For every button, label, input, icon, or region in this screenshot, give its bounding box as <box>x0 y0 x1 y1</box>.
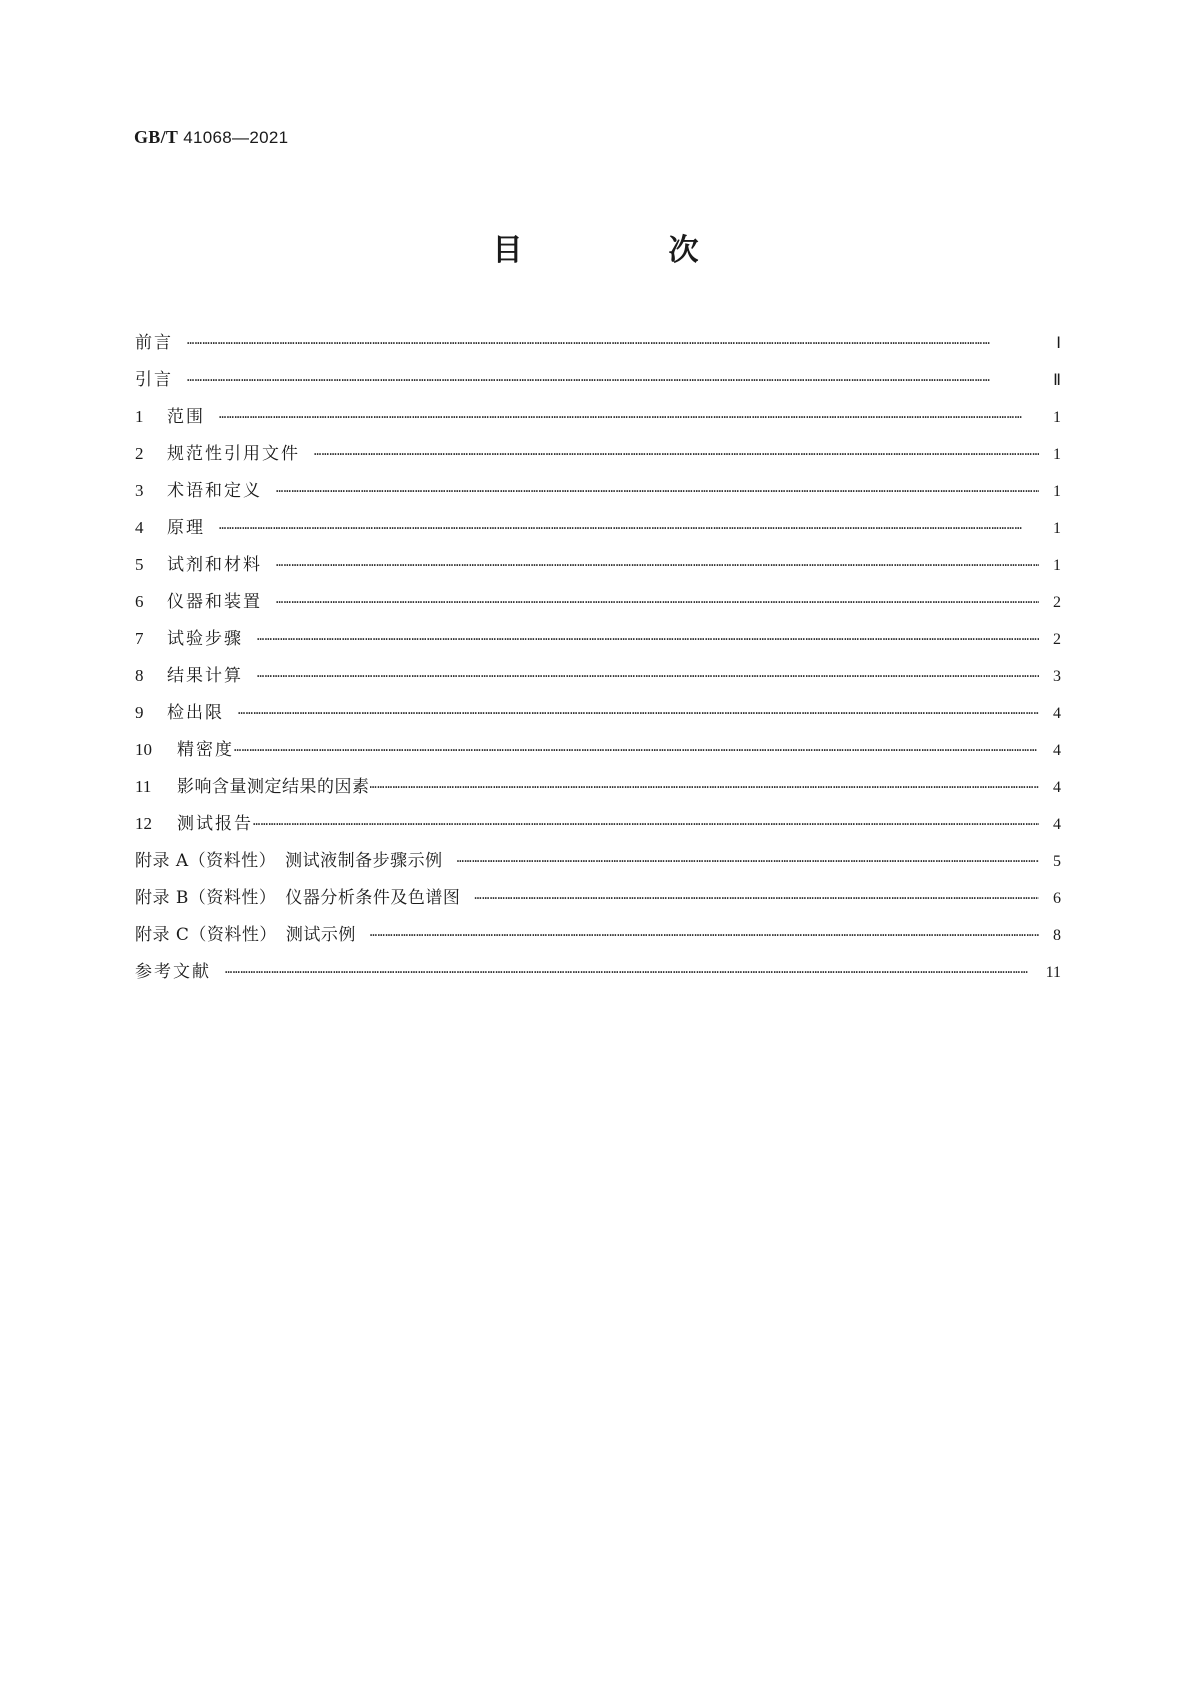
toc-entry-terms-definitions[interactable] <box>135 476 1061 513</box>
toc-entry-precision[interactable] <box>135 735 1061 772</box>
toc-entry-apparatus[interactable] <box>135 587 1061 624</box>
toc-entry-page: 3 <box>1053 668 1061 685</box>
dot-leader <box>457 851 1039 865</box>
dot-leader <box>219 518 1039 532</box>
toc-entry-foreword[interactable] <box>135 328 1061 365</box>
toc-entry-page: 1 <box>1053 557 1061 574</box>
toc-entry-page: 4 <box>1053 705 1061 722</box>
toc-entry-label: 仪器和装置 <box>167 592 262 612</box>
toc-entry-label: 试剂和材料 <box>167 555 262 575</box>
dot-leader <box>257 629 1039 643</box>
toc-entry-label: 前言 <box>135 333 173 353</box>
toc-entry-label: 测试报告 <box>177 814 253 834</box>
dot-leader <box>474 888 1039 902</box>
toc-entry-page: 8 <box>1053 927 1061 944</box>
toc-entry-principle[interactable] <box>135 513 1061 550</box>
toc-entry-influencing-factors[interactable] <box>135 772 1061 809</box>
toc-entry-reagents-materials[interactable] <box>135 550 1061 587</box>
toc-entry-number: 8 <box>135 666 144 685</box>
toc-entry-scope[interactable] <box>135 402 1061 439</box>
standard-prefix: GB/T <box>134 127 179 147</box>
dot-leader <box>370 925 1039 939</box>
toc-entry-number: 12 <box>135 814 152 833</box>
toc-entry-page: 1 <box>1053 520 1061 537</box>
toc-entry-page: 4 <box>1053 816 1061 833</box>
toc-entry-label: 原理 <box>167 518 205 538</box>
toc-entry-annex-b[interactable] <box>135 883 1061 920</box>
toc-entry-number: 2 <box>135 444 144 463</box>
toc-entry-label: 引言 <box>135 370 173 390</box>
toc-entry-page: 1 <box>1053 409 1061 426</box>
toc-entry-test-procedure[interactable] <box>135 624 1061 661</box>
toc-entry-label: 附录 B（资料性） 仪器分析条件及色谱图 <box>135 888 461 908</box>
toc-entry-label: 参考文献 <box>135 962 211 982</box>
toc-entry-number: 4 <box>135 518 144 537</box>
toc-entry-page: 2 <box>1053 594 1061 611</box>
dot-leader <box>187 370 1039 384</box>
toc-entry-page: 2 <box>1053 631 1061 648</box>
toc-entry-page: Ⅰ <box>1056 335 1061 352</box>
dot-leader <box>238 703 1039 717</box>
dot-leader <box>314 444 1039 458</box>
toc-entry-page: 6 <box>1053 890 1061 907</box>
dot-leader <box>219 407 1039 421</box>
toc-entry-number: 1 <box>135 407 144 426</box>
toc-entry-label: 附录 A（资料性） 测试液制备步骤示例 <box>135 851 443 871</box>
toc-entry-annex-c[interactable] <box>135 920 1061 957</box>
toc-entry-test-report[interactable] <box>135 809 1061 846</box>
dot-leader <box>276 592 1039 606</box>
toc-entry-page: 1 <box>1053 483 1061 500</box>
dot-leader <box>257 666 1039 680</box>
toc-entry-label: 影响含量测定结果的因素 <box>177 777 370 797</box>
toc-entry-label: 试验步骤 <box>167 629 243 649</box>
toc-entry-number: 11 <box>135 777 152 796</box>
toc-entry-label: 规范性引用文件 <box>167 444 300 464</box>
toc-entry-page: 4 <box>1053 779 1061 796</box>
toc-entry-number: 6 <box>135 592 144 611</box>
toc-entry-page: 4 <box>1053 742 1061 759</box>
toc-entry-number: 3 <box>135 481 144 500</box>
dot-leader <box>276 481 1039 495</box>
toc-entry-label: 检出限 <box>167 703 224 723</box>
toc-entry-label: 范围 <box>167 407 205 427</box>
dot-leader <box>370 777 1040 791</box>
toc-entry-page: 1 <box>1053 446 1061 463</box>
toc-entry-label: 术语和定义 <box>167 481 262 501</box>
standard-code: 41068—2021 <box>183 128 289 147</box>
toc-entry-label: 精密度 <box>177 740 234 760</box>
toc-entry-label: 结果计算 <box>167 666 243 686</box>
toc-entry-page: Ⅱ <box>1053 372 1061 389</box>
toc-entry-introduction[interactable] <box>135 365 1061 402</box>
dot-leader <box>234 740 1039 754</box>
toc-entry-number: 10 <box>135 740 152 759</box>
toc-entry-number: 7 <box>135 629 144 648</box>
toc-entry-bibliography[interactable] <box>135 957 1061 994</box>
toc-entry-normative-references[interactable] <box>135 439 1061 476</box>
toc-entry-page: 5 <box>1053 853 1061 870</box>
dot-leader <box>225 962 1034 976</box>
toc-entry-number: 5 <box>135 555 144 574</box>
standard-number <box>134 127 288 148</box>
toc-entry-calculation[interactable] <box>135 661 1061 698</box>
toc-entry-label: 附录 C（资料性） 测试示例 <box>135 925 356 945</box>
toc-entry-annex-a[interactable] <box>135 846 1061 883</box>
table-of-contents <box>135 328 1061 994</box>
toc-entry-page: 11 <box>1045 964 1061 981</box>
dot-leader <box>187 333 1039 347</box>
toc-entry-detection-limit[interactable] <box>135 698 1061 735</box>
dot-leader <box>253 814 1039 828</box>
toc-entry-number: 9 <box>135 703 144 722</box>
dot-leader <box>276 555 1039 569</box>
toc-title: 目 次 <box>492 233 757 268</box>
